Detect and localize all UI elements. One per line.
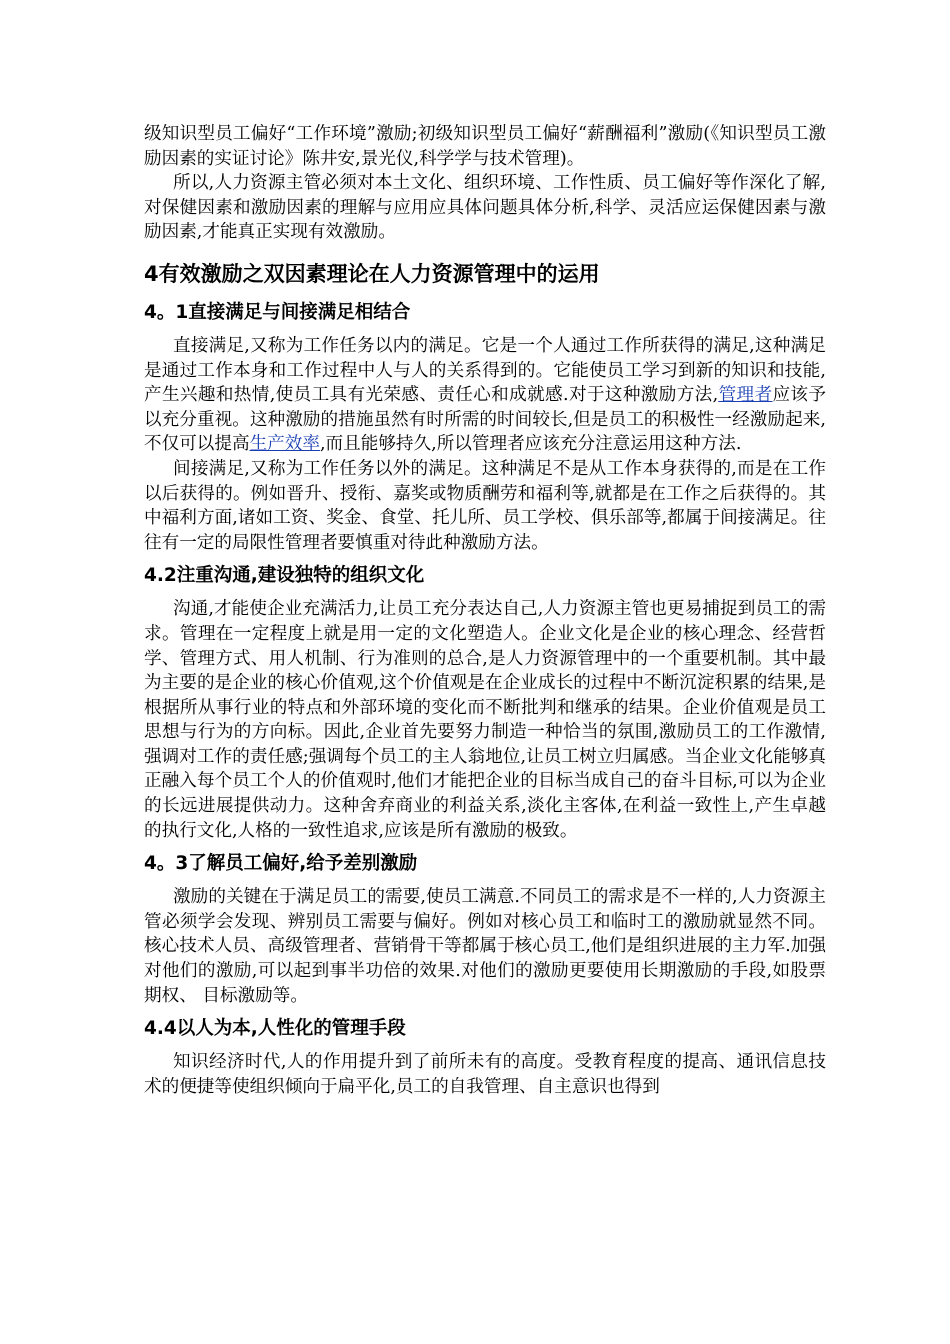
paragraph-differential-incentive: 激励的关键在于满足员工的需要,使员工满意.不同员工的需求是不一样的,人力资源主管必须学会发现、辨别员工需要与偏好。例如对核心员工和临时工的激励就显然不同。核心技术人员、高级管理者、营销骨干等都属于核心员工,他们是组织进展的主力军.加强对他们的激励,可以起到事半功倍的效果.对他们的激励更要使用长期激励的手段,如股票期权、 目标激励等。 xyxy=(144,887,826,1006)
text-run: ,而且能够持久,所以管理者应该充分注意运用这种方法. xyxy=(319,434,742,455)
link-manager[interactable]: 管理者 xyxy=(718,385,773,406)
paragraph-summary: 所以,人力资源主管必须对本土文化、组织环境、工作性质、员工偏好等作深化了解,对保健因素和激励因素的理解与应用应具体问题具体分析,科学、灵活应运保健因素与激励因素,才能真正实现有效激励。 xyxy=(144,173,826,243)
subsection-heading-4-3: 4。3了解员工偏好,给予差别激励 xyxy=(144,853,418,875)
link-production-efficiency[interactable]: 生产效率 xyxy=(249,434,320,455)
section-heading-4: 4有效激励之双因素理论在人力资源管理中的运用 xyxy=(144,261,600,286)
paragraph-indirect-satisfaction: 间接满足,又称为工作任务以外的满足。这种满足不是从工作本身获得的,而是在工作以后获得的。例如晋升、授衔、嘉奖或物质酬劳和福利等,就都是在工作之后获得的。其中福利方面,诸如工资、奖金、食堂、托儿所、员工学校、俱乐部等,都属于间接满足。往往有一定的局限性管理者要慎重对待此种激励方法。 xyxy=(144,458,826,553)
paragraph-communication-culture: 沟通,才能使企业充满活力,让员工充分表达自己,人力资源主管也更易捕捉到员工的需求。管理在一定程度上就是用一定的文化塑造人。企业文化是企业的核心理念、经营哲学、管理方式、用人机制、行为准则的总合,是人力资源管理中的一个重要机制。其中最为主要的是企业的核心价值观,这个价值观是在企业成长的过程中不断沉淀积累的结果,是根据所从事行业的特点和外部环境的变化而不断批判和继承的结果。企业价值观是员工思想与行为的方向标。因此,企业首先要努力制造一种恰当的氛围,激励员工的工作激情,强调对工作的责任感;强调每个员工的主人翁地位,让员工树立归属感。当企业文化能够真正融入每个员工个人的价值观时,他们才能把企业的目标当成自己的奋斗目标,可以为企业的长远进展提供动力。这种舍弃商业的利益关系,淡化主客体,在利益一致性上,产生卓越的执行文化,人格的一致性追求,应该是所有激励的极致。 xyxy=(144,599,826,841)
document-page xyxy=(144,122,826,1099)
paragraph-continued: 级知识型员工偏好“工作环境”激励;初级知识型员工偏好“薪酬福利”激励(《知识型员工激励因素的实证讨论》陈井安,景光仪,科学学与技术管理)。 xyxy=(144,124,826,169)
subsection-heading-4-1: 4。1直接满足与间接满足相结合 xyxy=(144,301,411,323)
subsection-heading-4-4: 4.4以人为本,人性化的管理手段 xyxy=(144,1018,406,1040)
paragraph-direct-satisfaction xyxy=(144,334,826,457)
paragraph-people-oriented: 知识经济时代,人的作用提升到了前所未有的高度。受教育程度的提高、通讯信息技术的便捷等使组织倾向于扁平化,员工的自我管理、自主意识也得到 xyxy=(144,1052,826,1097)
text-run: 应该予以充分重视。这种激励的措施虽然有时所需的时间较长,但是员工的积极性一经激励起来,不仅可以提高 xyxy=(144,385,826,455)
subsection-heading-4-2: 4.2注重沟通,建设独特的组织文化 xyxy=(144,565,425,587)
text-run: 直接满足,又称为工作任务以内的满足。它是一个人通过工作所获得的满足,这种满足是通过工作本身和工作过程中人与人的关系得到的。它能使员工学习到新的知识和技能,产生兴趣和热情,使员工具有光荣感、责任心和成就感.对于这种激励方法, xyxy=(144,335,826,406)
